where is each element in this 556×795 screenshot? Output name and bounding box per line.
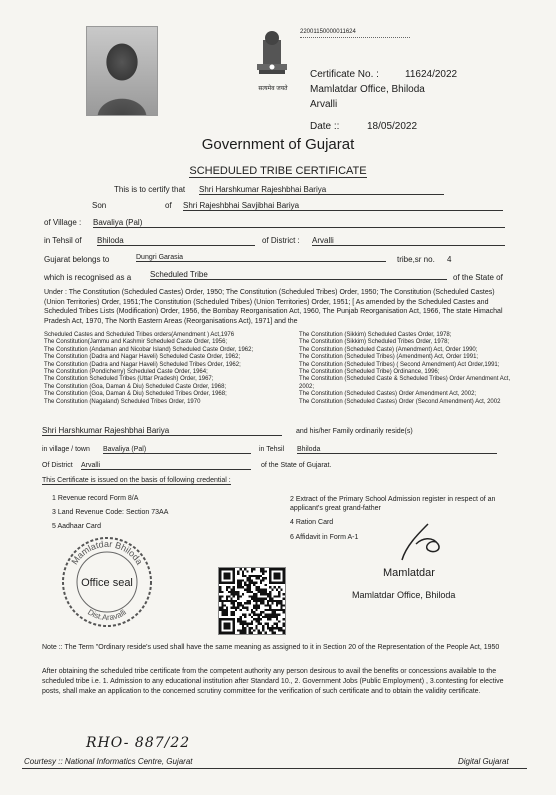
res-state-label: of the State of Gujarat. [261, 462, 332, 469]
order-item: The Constitution (Scheduled Caste) (Amendment) Act, Order 1990; [299, 346, 478, 353]
family-label: and his/her Family ordinarily reside(s) [296, 428, 413, 435]
seal-top-text: Mamlatdar Bhiloda [69, 538, 145, 567]
res-district-label: Of District [42, 462, 73, 469]
order-item: Scheduled Castes and Scheduled Tribes orders(Amendment ) Act,1976 [44, 332, 235, 338]
barcode-number: 22001150000011624 [300, 29, 410, 38]
residence-name: Shri Harshkumar Rajeshbhai Bariya [42, 426, 282, 436]
date-value: 18/05/2022 [367, 121, 418, 132]
recognised-label: which is recognised as a [44, 273, 132, 282]
handwritten-ref: RHO- 887/22 [86, 735, 191, 751]
signatory-office: Mamlatdar Office, Bhiloda [352, 590, 456, 600]
office-line1: Mamlatdar Office, Bhiloda [310, 84, 425, 95]
signature-icon [398, 520, 446, 564]
footer-left: Courtesy :: National Informatics Centre, Gujarat [24, 757, 193, 766]
order-item: The Constitution (Andaman and Nicobar Island) Scheduled Caste Order, 1962; [44, 346, 254, 353]
certificate-title-wrap [0, 161, 556, 179]
office-seal [60, 535, 154, 629]
qr-code-icon [218, 567, 286, 635]
emblem-caption: सत्यमेव जयते [258, 86, 288, 92]
certificate-title: SCHEDULED TRIBE CERTIFICATE [189, 165, 367, 177]
order-item: The Constitution (Scheduled Tribe) Ordinance, 1996; [299, 369, 440, 376]
tribe-no: 4 [447, 255, 452, 264]
footer-right: Digital Gujarat [458, 757, 509, 766]
applicant-photo [86, 26, 158, 116]
state-of-label: of the State of [453, 273, 503, 282]
credential-item: 2 Extract of the Primary School Admission register in respect of an applicant's great grand-father [290, 496, 496, 512]
tribe-name: Dungri Garasia [136, 254, 386, 262]
order-item: The Constitution (Scheduled Tribes) (Amendment) Act, Order 1991; [299, 354, 479, 361]
national-emblem-icon [249, 30, 295, 92]
order-item: The Constitution (Dadra and Nagar Haveli) Scheduled Tribes Order, 1962; [44, 361, 241, 368]
recognised-value: Scheduled Tribe [150, 270, 447, 280]
order-item: The Constitution (Scheduled Caste & Scheduled Tribes) Order Amendment Act, 2002; [299, 376, 511, 390]
svg-text:Dist.Aravalli [86, 608, 128, 623]
father-name: Shri Rajeshbhai Savjibhai Bariya [183, 201, 503, 211]
applicant-name: Shri Harshkumar Rajeshbhai Bariya [199, 185, 444, 195]
order-item: The Constitution (Dadra and Nagar Haveli) Scheduled Caste Order, 1962; [44, 354, 241, 361]
under-text: Under : The Constitution (Scheduled Castes) Order, 1950; The Constitution (Scheduled Tribes) Order, 1950; The Constitution (Scheduled Castes) (Union Territories) Order, 1951;The Constitution (Scheduled Tribes) (Union Territories) Order, 1951; [ As amended by the Scheduled Castes and Scheduled Tribes Lists (Modification) Order, 1956, the Bombay Reorganisation Act, 1960, The Punjab Reorganisation Act, 1966, The state Himachal Pradesh Act, 1970, The North Eastern Areas (Reorganisations Act), 1971] and the [44, 289, 503, 325]
footer-divider [22, 768, 527, 769]
res-tehsil: Bhiloda [297, 446, 497, 454]
village-label: of Village : [44, 218, 82, 227]
relation: Son [92, 201, 107, 210]
res-tehsil-label: in Tehsil [259, 446, 285, 453]
credential-item: 4 Ration Card [290, 519, 334, 526]
certificate-no-label: Certificate No. : [310, 69, 379, 80]
order-item: The Constitution (Scheduled Tribes) ( Second Amendment) Act Order,1991; [299, 361, 500, 368]
basis-label: This Certificate is issued on the basis of following credential : [42, 477, 231, 484]
village-value: Bavaliya (Pal) [93, 218, 505, 228]
credential-item: 5 Aadhaar Card [52, 523, 102, 530]
tehsil-label: in Tehsil of [44, 236, 82, 245]
orders-right [299, 332, 521, 406]
seal-bottom-text: Dist.Aravalli [86, 607, 128, 623]
order-item: The Constitution (Sikkim) Scheduled Tribes Order, 1978; [299, 339, 450, 346]
orders-left [44, 332, 284, 406]
order-item: The Constitution (Sikkim) Scheduled Castes Order, 1978; [299, 332, 452, 338]
district-label: of District : [262, 236, 300, 245]
res-village-label: in village / town [42, 446, 90, 453]
after-text: After obtaining the scheduled tribe certificate from the competent authority any person desirous to avail the benefits or concessions available to the scheduled tribe i.e. 1. Admission to any educational institution after Standard 10., 2. Government Jobs (Public Employment) , 3.contesting for elective posts, shall make an application to the concerned scrutiny committee for the verification of such certificate and to obtain the validity certificate. [42, 668, 504, 695]
order-item: The Constitution (Goa, Daman & Diu) Scheduled Caste Order, 1968; [44, 383, 227, 390]
credential-item: 6 Affidavit in Form A-1 [290, 534, 359, 541]
certify-label: This is to certify that [114, 185, 186, 194]
order-item: The Constitution (Goa, Daman & Diu) Scheduled Tribes Order, 1968; [44, 391, 227, 398]
svg-text:Mamlatdar Bhiloda [69, 539, 144, 566]
belongs-label: Gujarat belongs to [44, 255, 110, 264]
seal-center-text: Office seal [81, 577, 133, 589]
note-text: Note :: The Term "Ordinary reside's used shall have the same meaning as assigned to it in Section 20 of the Representation of the People Act, 1950 [42, 644, 500, 651]
res-village: Bavaliya (Pal) [103, 446, 251, 454]
certificate-no: 11624/2022 [405, 69, 458, 80]
order-item: The Constitution (Pondicherry) Scheduled Caste Order, 1964; [44, 369, 208, 376]
order-item: The Constitution (Nagaland) Scheduled Tribes Order, 1970 [44, 398, 201, 405]
district-value: Arvalli [312, 236, 505, 246]
order-item: The Constitution (Scheduled Castes) Order (Second Amendment) Act, 2002 [299, 398, 501, 405]
signatory-title: Mamlatdar [383, 567, 435, 579]
tehsil-value: Bhiloda [97, 236, 255, 246]
office-line2: Arvalli [310, 99, 338, 110]
order-item: The Constitution(Jammu and Kashmir Scheduled Caste Order, 1956; [44, 339, 228, 346]
order-item: The Constitution (Scheduled Castes) Order Amendment Act, 2002; [299, 391, 477, 398]
res-district: Arvalli [81, 462, 251, 470]
date-label: Date :: [310, 121, 340, 132]
government-title: Government of Gujarat [201, 136, 355, 153]
credential-item: 3 Land Revenue Code: Section 73AA [52, 509, 169, 516]
of-label: of [165, 201, 172, 210]
tribe-no-label: tribe,sr no. [397, 255, 435, 264]
credential-item: 1 Revenue record Form 8/A [52, 495, 139, 502]
order-item: The Constitution Scheduled Tribes (Uttar Pradesh) Order, 1967; [44, 376, 214, 383]
